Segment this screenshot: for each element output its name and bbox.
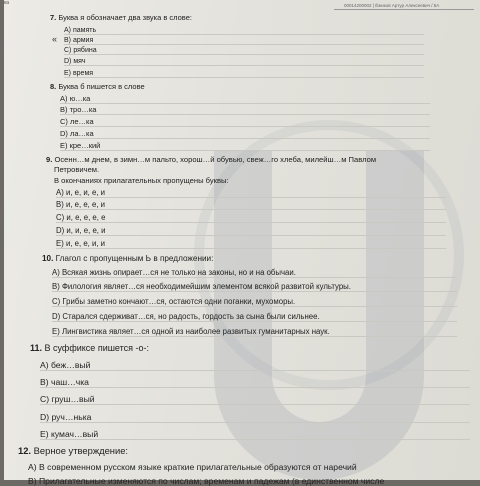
- option: В) Филология являет…ся необходимейшим элементом всякой развитой культуры.: [52, 283, 457, 292]
- question-9: 9. Осенн…м днем, в зимн…м пальто, хорош…й обувью, свеж…го хлеба, милейш…м Павлом: [46, 155, 377, 164]
- option: С) груш…вый: [40, 395, 470, 405]
- option: В) тро…ка: [60, 106, 430, 115]
- option: D) Старался сдерживат…ся, но радость, гордость за сына были сильнее.: [52, 313, 457, 322]
- question-9-prompt: В окончаниях прилагательных пропущены буквы:: [54, 176, 229, 185]
- option: Е) кумач…вый: [40, 430, 470, 440]
- option: Е) и, е, е, и, и: [56, 240, 446, 249]
- header-rule: [334, 9, 474, 10]
- question-12: 12. Верное утверждение:: [18, 445, 129, 456]
- option: А) В современном русском языке краткие прилагательные образуются от наречий: [28, 462, 357, 472]
- option: В) чаш…чка: [40, 378, 470, 388]
- option: D) мяч: [64, 58, 424, 66]
- question-8: 8. Буква б пишется в слове: [50, 82, 145, 91]
- option: Е) время: [64, 70, 424, 78]
- question-9-text-cont: Петровичем.: [54, 165, 100, 174]
- option: D) руч…нька: [40, 413, 470, 423]
- worksheet-page: [4, 0, 480, 486]
- option: С) рябина: [64, 47, 424, 55]
- option: А) память: [64, 27, 424, 35]
- option: В) Прилагательные изменяются по числам; временам и падежам (в единственном числе: [28, 476, 385, 486]
- checkmark: «: [52, 34, 58, 44]
- option: В) армия: [64, 37, 424, 45]
- option: А) и, е, и, е, и: [56, 189, 446, 198]
- header-left: ка: [4, 0, 10, 6]
- question-11: 11. В суффиксе пишется -о-:: [30, 343, 150, 353]
- option: D) и, и, е, е, и: [56, 227, 446, 236]
- header-student-info: 00014200002 | Ёжиков Артур Алексеевич / 5А: [344, 3, 440, 8]
- option: В) и, е, е, е, и: [56, 201, 446, 210]
- option: Е) кре…кий: [60, 142, 430, 151]
- question-10: 10. Глагол с пропущенным Ь в предложении:: [42, 254, 214, 263]
- option: С) Грибы заметно кончают…ся, остаются одни поганки, мухоморы.: [52, 298, 457, 307]
- option: Е) Лингвистика являет…ся одной из наиболее развитых гуманитарных наук.: [52, 328, 457, 337]
- option: А) ю…ка: [60, 95, 430, 104]
- option: С) и, е, е, е, е: [56, 214, 446, 223]
- question-7: 7. Буква я обозначает два звука в слове:: [50, 13, 192, 22]
- option: А) Всякая жизнь опирает…ся не только на законы, но и на обычаи.: [52, 269, 457, 278]
- option: С) ле…ка: [60, 118, 430, 127]
- option: D) ла…ка: [60, 130, 430, 139]
- option: А) беж…вый: [40, 361, 470, 371]
